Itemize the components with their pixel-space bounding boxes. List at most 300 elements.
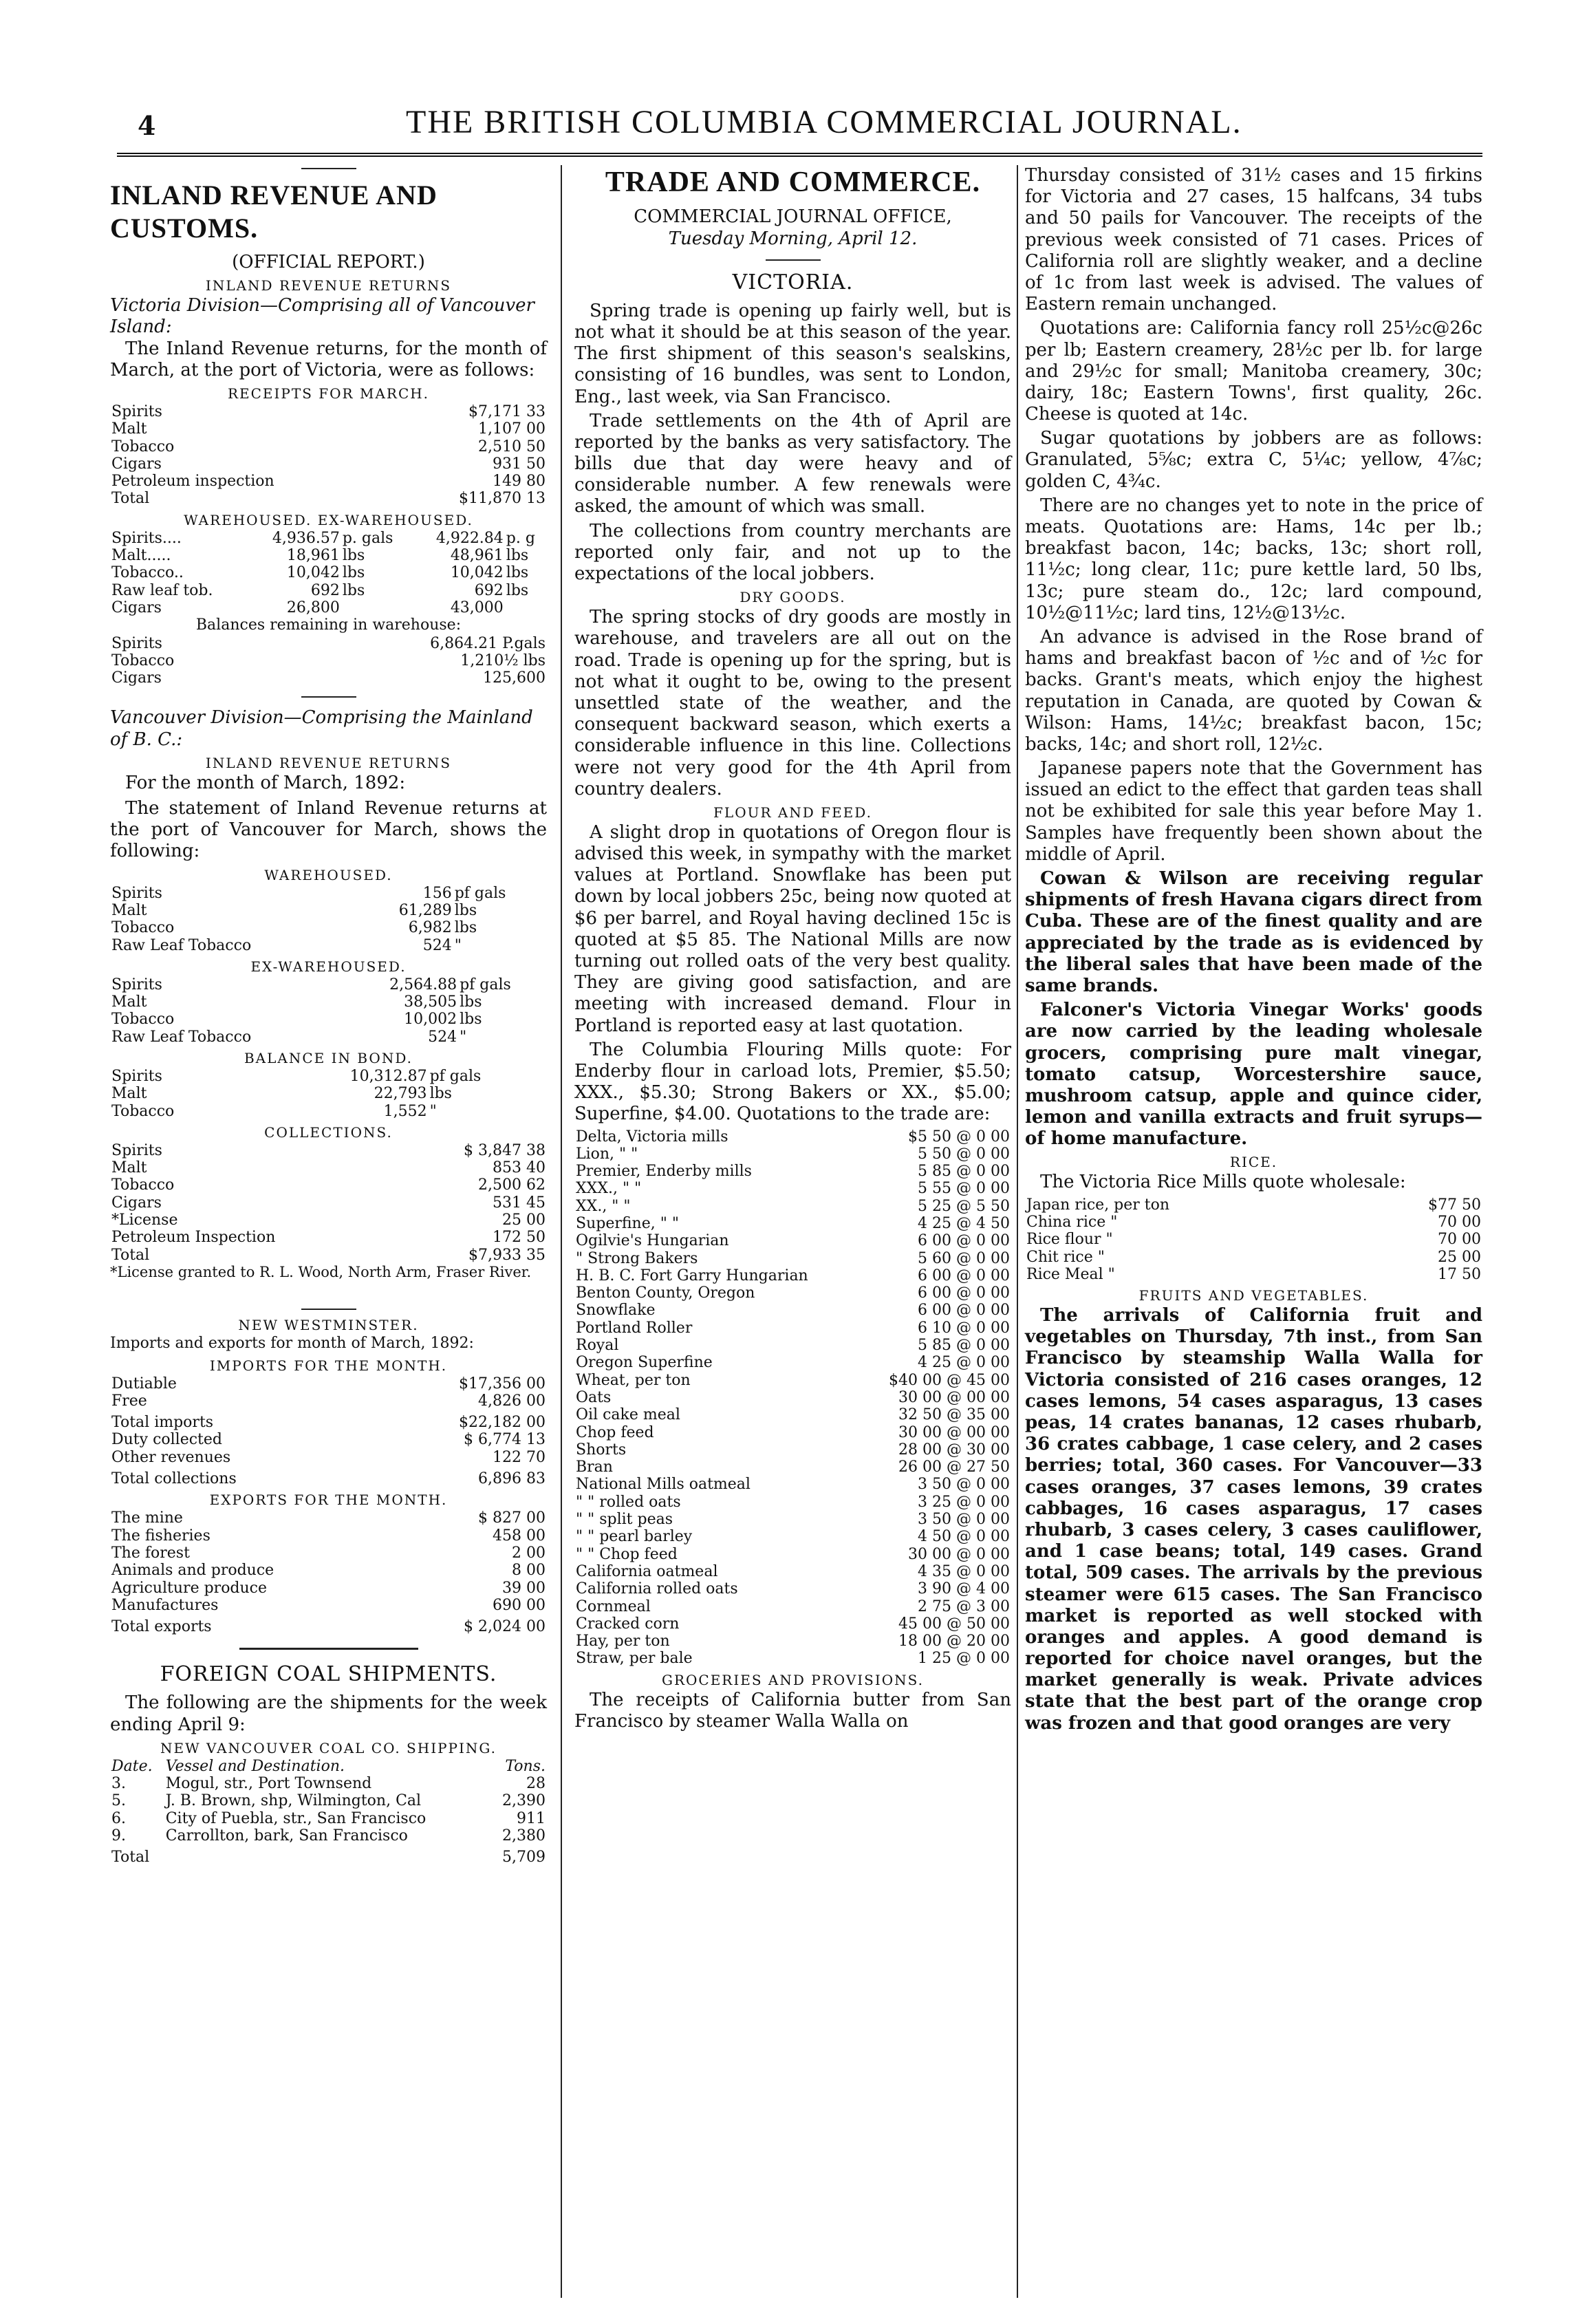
table-cell: 6 10 @ 0 00 [918,1319,1010,1337]
exwarehoused-vancouver [110,976,547,1046]
table-cell: 3 25 @ 0 00 [918,1493,1010,1511]
table-cell: 172 50 [493,1229,546,1247]
table-row [1025,1231,1482,1248]
table-cell: The fisheries [111,1527,210,1545]
subhead: WAREHOUSED. EX-WAREHOUSED. [184,511,473,528]
table-cell: $ 827 00 [478,1509,546,1527]
official-report: (OFFICIAL REPORT.) [232,252,425,272]
table-cell: p. g [506,529,535,547]
subhead: INLAND REVENUE RETURNS [205,277,452,294]
table-row [110,1775,547,1792]
table-cell: Cracked corn [576,1615,680,1633]
table-cell: 28 00 @ 30 00 [898,1441,1010,1459]
table-cell: Spirits [111,884,162,902]
table-row [110,473,547,490]
table-cell: National Mills oatmeal [576,1476,751,1494]
table-cell: The mine [111,1509,183,1527]
table-cell: Petroleum Inspection [111,1229,276,1247]
table-cell: Cigars [111,455,162,473]
rule [301,696,356,698]
table-cell: Tobacco [111,1102,175,1120]
table-cell: Snowflake [576,1302,656,1320]
table-row [110,635,547,652]
table-cell: Spirits [111,1067,162,1085]
table-cell: Oil cake meal [576,1406,680,1424]
table-row [574,1128,1011,1145]
table-cell: 26 00 @ 27 50 [898,1459,1010,1476]
subhead: EX-WAREHOUSED. [250,958,407,975]
table-cell: Petroleum inspection [111,473,274,491]
rule [239,1648,418,1650]
table-cell: lbs [429,1085,452,1103]
table-cell: Malt [111,420,147,438]
paragraph: Imports and exports for month of March, 1892: [110,1335,474,1353]
table-row [110,1194,547,1212]
table-cell: 2 75 @ 3 00 [918,1597,1010,1615]
table-row [110,1159,547,1176]
table-row [110,1527,547,1545]
table-cell: 5 85 @ 0 00 [918,1337,1010,1355]
table-row [574,1494,1011,1511]
table-cell: California rolled oats [576,1580,738,1598]
table-cell: 2,564.88 [389,976,457,993]
rule [766,259,821,261]
table-cell: 6. [111,1809,126,1827]
table-cell: Tobacco [111,438,175,455]
table-cell: Superfine, " " [576,1215,679,1232]
table-cell: lbs [454,901,477,919]
table-row [574,1615,1011,1633]
table-cell: 2,500 62 [478,1176,546,1194]
table-cell: lbs [460,1011,482,1029]
table-cell: Other revenues [111,1448,231,1466]
table-row [110,1431,547,1448]
table-cell: Spirits [111,1141,162,1159]
table-row [110,902,547,919]
table-cell: H. B. C. Fort Garry Hungarian [576,1267,808,1284]
table-cell: XX., " " [576,1197,631,1215]
table-cell: Ogilvie's Hungarian [576,1232,729,1250]
table-row [110,1449,547,1466]
subhead: WAREHOUSED. [264,866,393,883]
table-cell: 5 60 @ 0 00 [918,1249,1010,1267]
license-note: *License granted to R. L. Wood, North Arm, Fraser River. [110,1263,532,1280]
table-row [110,1142,547,1159]
table-cell: 6,864.21 P.gals [430,634,546,652]
table-cell: 25 00 [1438,1248,1481,1266]
table-cell: 2 00 [512,1544,546,1562]
table-cell: Tobacco [111,1176,175,1194]
table-row [574,1284,1011,1302]
subsection-victoria: VICTORIA. [732,270,854,294]
table-cell: Portland Roller [576,1319,693,1337]
table-cell: " Strong Bakers [576,1249,698,1267]
table-cell: 10,002 [404,1011,457,1029]
page-header [117,103,1479,144]
table-cell: Benton County, Oregon [576,1284,755,1302]
table-cell: " " pearl barley [576,1528,693,1546]
table-cell: Dutiable [111,1375,177,1392]
subhead: RICE. [1229,1154,1278,1171]
paragraph: The following are the shipments for the week ending April 9: [110,1692,547,1735]
table-cell: 149 80 [493,473,546,491]
table-cell: 30 00 @ 00 00 [898,1423,1010,1441]
table-cell: Raw Leaf Tobacco [111,936,252,954]
warehoused-vancouver [110,885,547,954]
column-groceries [1025,165,1482,1737]
rice-table [1025,1196,1482,1283]
table-row [110,1597,547,1614]
table-cell: 4,936.57 [272,529,340,547]
table-row [574,1372,1011,1389]
table-row [1025,1266,1482,1283]
column-divider [1017,165,1018,2298]
subhead: INLAND REVENUE RETURNS [205,754,452,771]
table-row [574,1267,1011,1284]
paragraph: Trade settlements on the 4th of April are reported by the banks as very satisfactory. The bills due that day were heavy and of considerable number. A few renewals were asked, the amount of which was small. [574,410,1011,517]
table-row [110,1792,547,1809]
subhead: FRUITS AND VEGETABLES. [1138,1287,1369,1304]
table-row [110,1085,547,1102]
table-cell: lbs [460,993,482,1011]
table-cell: 4 35 @ 0 00 [918,1562,1010,1580]
table-cell: Total imports [111,1414,214,1432]
table-cell: Carrollton, bark, San Francisco [165,1827,408,1844]
table-row [574,1215,1011,1232]
table-cell: 156 [422,884,452,902]
paragraph: The statement of Inland Revenue returns at the port of Vancouver for March, shows the following: [110,798,547,862]
table-cell: 39 00 [502,1579,546,1597]
table-row [110,937,547,954]
table-row [110,1029,547,1046]
table-cell: *License [111,1212,178,1229]
table-row [110,438,547,455]
exports-table [110,1509,547,1614]
table-cell: 61,289 [398,901,452,919]
table-row [110,976,547,993]
table-cell: 524 [428,1028,457,1046]
section-heading-coal: FOREIGN COAL SHIPMENTS. [160,1662,497,1687]
table-cell: 3 50 @ 0 00 [918,1476,1010,1494]
table-cell: 25 00 [502,1212,546,1229]
collections-total: Total $7,933 35 [111,1246,546,1264]
table-cell: 10,042 [286,564,340,582]
journal-title: THE BRITISH COLUMBIA COMMERCIAL JOURNAL. [406,104,1242,140]
subhead: COLLECTIONS. [264,1123,393,1141]
table-cell: Raw Leaf Tobacco [111,1028,252,1046]
division-title: Victoria Division—Comprising all of Vancouver Island: [110,295,535,338]
table-cell: 30 00 @ 00 00 [898,1388,1010,1406]
table-cell: Spirits [111,634,162,652]
table-row [574,1180,1011,1197]
table-row [574,1424,1011,1441]
table-row [110,1068,547,1085]
table-cell: " " Chop feed [576,1545,678,1563]
table-cell: China rice " [1026,1213,1118,1231]
table-cell: Spirits.... [111,529,182,547]
table-cell: 48,961 [450,547,504,565]
table-cell: $ 3,847 38 [464,1141,546,1159]
table-row [110,1509,547,1527]
table-cell: 6 00 @ 0 00 [918,1302,1010,1320]
table-cell: 22,793 [374,1085,427,1103]
table-cell: Chop feed [576,1423,654,1441]
table-cell: 5 85 @ 0 00 [918,1163,1010,1181]
table-cell: 26,800 [286,599,340,616]
table-cell: $7,171 33 [468,402,546,420]
table-cell: 8 00 [512,1562,546,1580]
table-cell: Chit rice " [1026,1248,1105,1266]
table-cell: Rice Meal " [1026,1265,1115,1283]
table-row [574,1598,1011,1615]
table-cell: 4 25 @ 4 50 [918,1215,1010,1232]
table-row [1025,1196,1482,1214]
paragraph: Thursday consisted of 31½ cases and 15 firkins for Victoria and 27 cases, 15 halfcans, 34 tubs and 50 pails for Vancouver. The receipts of the previous week consisted of 71 cases. Prices of California roll are slightly weaker, and a decline of 1c from last week is advised. The values of Eastern remain unchanged. [1025,165,1482,315]
paragraph: Quotations are: California fancy roll 25½c@26c per lb; Eastern creamery, 28½c per lb. for large and 29½c for small; Manitoba creamery, 30c; dairy, 18c; Eastern Towns', first quality, 26c. Cheese is quoted at 14c. [1025,318,1482,425]
table-row [574,1232,1011,1249]
collections-table [110,1142,547,1247]
table-cell: 1 25 @ 0 00 [918,1650,1010,1668]
table-row [110,1414,547,1431]
flour-quotations-table [574,1128,1011,1668]
page-number: 4 [138,110,156,141]
table-cell: Tobacco [111,919,175,937]
table-cell: Tobacco [111,1011,175,1029]
receipts-table [110,403,547,490]
table-cell: 6,982 [408,919,452,937]
paragraph: Cowan & Wilson are receiving regular shipments of fresh Havana cigars direct from Cuba. These are of the finest quality and are appreciated by the trade as is evidenced by the liberal sales that have been made of the same brands. [1025,868,1482,996]
table-row [110,1580,547,1597]
table-row [574,1250,1011,1267]
header-rule [117,153,1482,157]
table-row [574,1406,1011,1423]
subhead: FLOUR AND FEED. [713,804,872,821]
table-cell: Spirits [111,976,162,993]
subhead: BALANCE IN BOND. [244,1049,413,1066]
table-cell: 4 25 @ 0 00 [918,1354,1010,1372]
table-cell: 18 00 @ 20 00 [898,1633,1010,1650]
table-row [574,1511,1011,1528]
table-row [110,1562,547,1579]
total-collections: Total collections 6,896 83 [111,1470,546,1488]
paragraph: For the month of March, 1892: [125,772,406,793]
table-row [110,530,547,547]
table-cell: 125,600 [483,669,546,687]
table-row [110,652,547,669]
column-trade-commerce [574,165,1011,1735]
table-row [1025,1249,1482,1266]
table-cell: Malt [111,1085,147,1103]
table-row [574,1163,1011,1180]
table-row [110,582,547,599]
table-cell: Cigars [111,599,162,616]
paragraph: The arrivals of California fruit and vegetables on Thursday, 7th inst., from San Francisco by steamship Walla Walla for Victoria consisted of 216 cases oranges, 12 cases lemons, 54 cases asparagus, 13 cases peas, 14 crates bananas, 12 cases rhubarb, 36 crates cabbage, 1 case celery, and 2 cases berries; total, 360 cases. For Vancouver—33 cases oranges, 37 cases lemons, 39 crates cabbages, 16 cases asparagus, 17 cases rhubarb, 3 cases celery, 3 cases cauliflower, and 1 case beans; total, 149 cases. Grand total, 509 cases. The arrivals by the previous steamer were 615 cases. The San Francisco market is reported as well stocked with oranges and apples. A good demand is reported for choice navel oranges, but the market generally is weak. Private advices state that the best part of the orange crop was frozen and that good oranges are very [1025,1305,1482,1734]
table-row [574,1459,1011,1476]
table-row [110,420,547,438]
table-cell: Malt..... [111,547,171,565]
office-line: COMMERCIAL JOURNAL OFFICE, [634,206,952,228]
paragraph: Japanese papers note that the Government has issued an edict to the effect that garden teas shall not be exhibited for sale this year before May 1. Samples have frequently been shown about the middle of April. [1025,758,1482,865]
table-cell: Rice flour " [1026,1231,1113,1249]
table-cell: pf gals [454,884,506,902]
paragraph: A slight drop in quotations of Oregon flour is advised this week, in sympathy with the market values at Portland. Snowflake has been put down by local jobbers 25c, being now quoted at $6 per barrel, and Royal having declined 15c is quoted at $5 85. The National Mills are now turning out rolled oats of the very best quality. They are giving good satisfaction, and are meeting with increased demand. Flour in Portland is reported easy at last quotation. [574,821,1011,1036]
table-cell: 32 50 @ 35 00 [898,1406,1010,1424]
table-cell: 30 00 @ 0 00 [908,1545,1010,1563]
table-cell: $22,182 00 [459,1414,546,1432]
table-cell: lbs [506,547,529,565]
warehoused-table [110,530,547,616]
table-cell: lbs [342,581,365,599]
table-cell: 4 50 @ 0 00 [918,1528,1010,1546]
table-cell: Bran [576,1459,613,1476]
table-cell: 9. [111,1827,126,1844]
table-cell: 3. [111,1775,126,1793]
table-cell: 6 00 @ 0 00 [918,1284,1010,1302]
table-cell: 45 00 @ 50 00 [898,1615,1010,1633]
table-row [574,1198,1011,1215]
subhead: RECEIPTS FOR MARCH. [227,385,430,402]
paragraph: There are no changes yet to note in the price of meats. Quotations are: Hams, 14c per lb.; breakfast bacon, 14c; backs, 13c; short roll, 11½c; long clear, 11c; pure kettle lard, 50 lbs, 13c; pure steam do., 12c; lard compound, 10½@11½c; lard tins, 12½@13½c. [1025,495,1482,623]
table-cell: 2,390 [502,1792,546,1810]
rule [301,168,356,169]
subhead: Balances remaining in warehouse: [195,616,462,634]
division-title: Vancouver Division—Comprising the Mainland of B. C.: [110,707,533,750]
exports-total: Total exports $ 2,024 00 [111,1618,546,1636]
table-cell: Manufactures [111,1596,219,1614]
table-cell: Agriculture produce [111,1579,268,1597]
table-cell: Malt [111,901,147,919]
paragraph: The receipts of California butter from San Francisco by steamer Walla Walla on [574,1689,1011,1732]
table-cell: 3 90 @ 4 00 [918,1580,1010,1598]
subhead: EXPORTS FOR THE MONTH. [209,1492,448,1509]
table-cell: 458 00 [493,1527,546,1545]
table-cell: 1,552 [383,1102,427,1120]
coal-table: Date. Vessel and Destination. Tons. 3. Mogul, str., Port Townsend 28 5. J. B. Brown, shp, Wilmington, Cal 2,390 6. City of Puebla, str., San Francisco 911 9. Carrollton, bark, San Francisco 2,380 [111,1757,546,1844]
table-row [574,1563,1011,1580]
rule [301,1309,356,1310]
table-cell: lbs [454,919,477,937]
table-row [110,547,547,564]
table-cell: 1,107 00 [478,420,546,438]
table-cell: XXX., " " [576,1180,642,1198]
column-inland-revenue [110,165,547,1866]
table-cell: " [454,936,462,954]
table-cell: Tobacco [111,652,175,669]
table-cell: City of Puebla, str., San Francisco [165,1809,427,1827]
table-cell: " " split peas [576,1511,673,1529]
table-cell: lbs [506,564,529,582]
table-cell: 6 00 @ 0 00 [918,1267,1010,1284]
table-cell: $77 50 [1428,1196,1481,1214]
table-cell: 853 40 [493,1159,546,1177]
bond-table [110,1068,547,1120]
subhead: IMPORTS FOR THE MONTH. [209,1357,448,1374]
section-heading-trade: TRADE AND COMMERCE. [605,166,981,198]
table-cell: lbs [506,581,529,599]
table-cell: J. B. Brown, shp, Wilmington, Cal [165,1792,422,1810]
paragraph: An advance is advised in the Rose brand of hams and breakfast bacon of ½c and of ½c for backs. Grant's meats, which enjoy the highest reputation in Canada, are quoted by Cowan & Wilson: Hams, 14½c; breakfast bacon, 15c; backs, 14c; and short roll, 12½c. [1025,626,1482,755]
table-cell: Animals and produce [111,1562,274,1580]
table-row [110,885,547,902]
table-cell: $ 6,774 13 [464,1431,546,1449]
table-cell: Straw, per bale [576,1650,693,1668]
table-row [110,1545,547,1562]
table-cell: 2,380 [502,1827,546,1844]
table-cell: Lion, " " [576,1145,638,1163]
paragraph: The collections from country merchants are reported only fair, and not up to the expectations of the local jobbers. [574,520,1011,585]
table-row [110,1212,547,1229]
table-cell: Spirits [111,402,162,420]
table-cell: California oatmeal [576,1562,718,1580]
table-cell: Oats [576,1388,612,1406]
table-cell: Malt [111,1159,147,1177]
table-cell: Hay, per ton [576,1633,670,1650]
table-cell: Duty collected [111,1431,222,1449]
table-row [574,1354,1011,1371]
table-cell: 70 00 [1438,1213,1481,1231]
table-row [110,455,547,473]
table-cell: Cigars [111,669,162,687]
table-cell: 692 [310,581,340,599]
table-cell: 5 50 @ 0 00 [918,1145,1010,1163]
receipts-total: Total $11,870 13 [111,490,546,508]
table-cell: 531 45 [493,1194,546,1212]
subhead: NEW VANCOUVER COAL CO. SHIPPING. [160,1739,497,1756]
paragraph: The spring stocks of dry goods are mostly in warehouse, and travelers are all out on the road. Trade is opening up for the spring, but is not what it ought to be, owing to the present unsettled state of the weather, and the consequent backward season, which exerts a considerable influence in this line. Collections were not very good for the 4th April from country dealers. [574,607,1011,799]
table-row [110,669,547,687]
table-row [110,1827,547,1844]
table-cell: 5 55 @ 0 00 [918,1180,1010,1198]
table-cell: Wheat, per ton [576,1371,691,1389]
table-cell: Shorts [576,1441,627,1459]
table-cell: Cornmeal [576,1597,651,1615]
table-cell: 28 [526,1775,546,1793]
table-cell: 1,210½ lbs [460,652,546,669]
table-cell: $17,356 00 [459,1375,546,1392]
table-cell: p. gals [342,529,393,547]
section-heading-inland-revenue: INLAND REVENUE AND CUSTOMS. [110,180,438,244]
table-row [110,1176,547,1194]
table-row [574,1633,1011,1650]
table-cell: 690 00 [493,1596,546,1614]
table-row [574,1337,1011,1354]
table-row [574,1476,1011,1493]
table-cell: " " rolled oats [576,1493,681,1511]
balances-table [110,635,547,687]
table-cell: 6 00 @ 0 00 [918,1232,1010,1250]
table-row [110,403,547,420]
table-cell: Royal [576,1337,619,1355]
table-cell: Tobacco.. [111,564,184,582]
coal-total: Total 5,709 [111,1849,546,1866]
table-cell: " [460,1028,467,1046]
subhead: NEW WESTMINSTER. [238,1317,419,1334]
table-row [574,1441,1011,1459]
paragraph: The Columbia Flouring Mills quote: For Enderby flour in carload lots, Premier, $5.50; XXX., $5.30; Strong Bakers or XX., $5.00; Superfine, $4.00. Quotations to the trade are: [574,1039,1011,1125]
table-cell: 911 [517,1809,546,1827]
table-row [110,1810,547,1827]
table-row [110,599,547,616]
table-cell: 2,510 50 [478,438,546,455]
table-cell: " [429,1102,437,1120]
table-row [110,1011,547,1028]
table-cell: 38,505 [404,993,457,1011]
table-cell: Oregon Superfine [576,1354,713,1372]
subhead: DRY GOODS. [739,589,846,606]
table-row [574,1580,1011,1597]
table-cell: 122 70 [493,1448,546,1466]
table-cell: lbs [342,547,365,565]
